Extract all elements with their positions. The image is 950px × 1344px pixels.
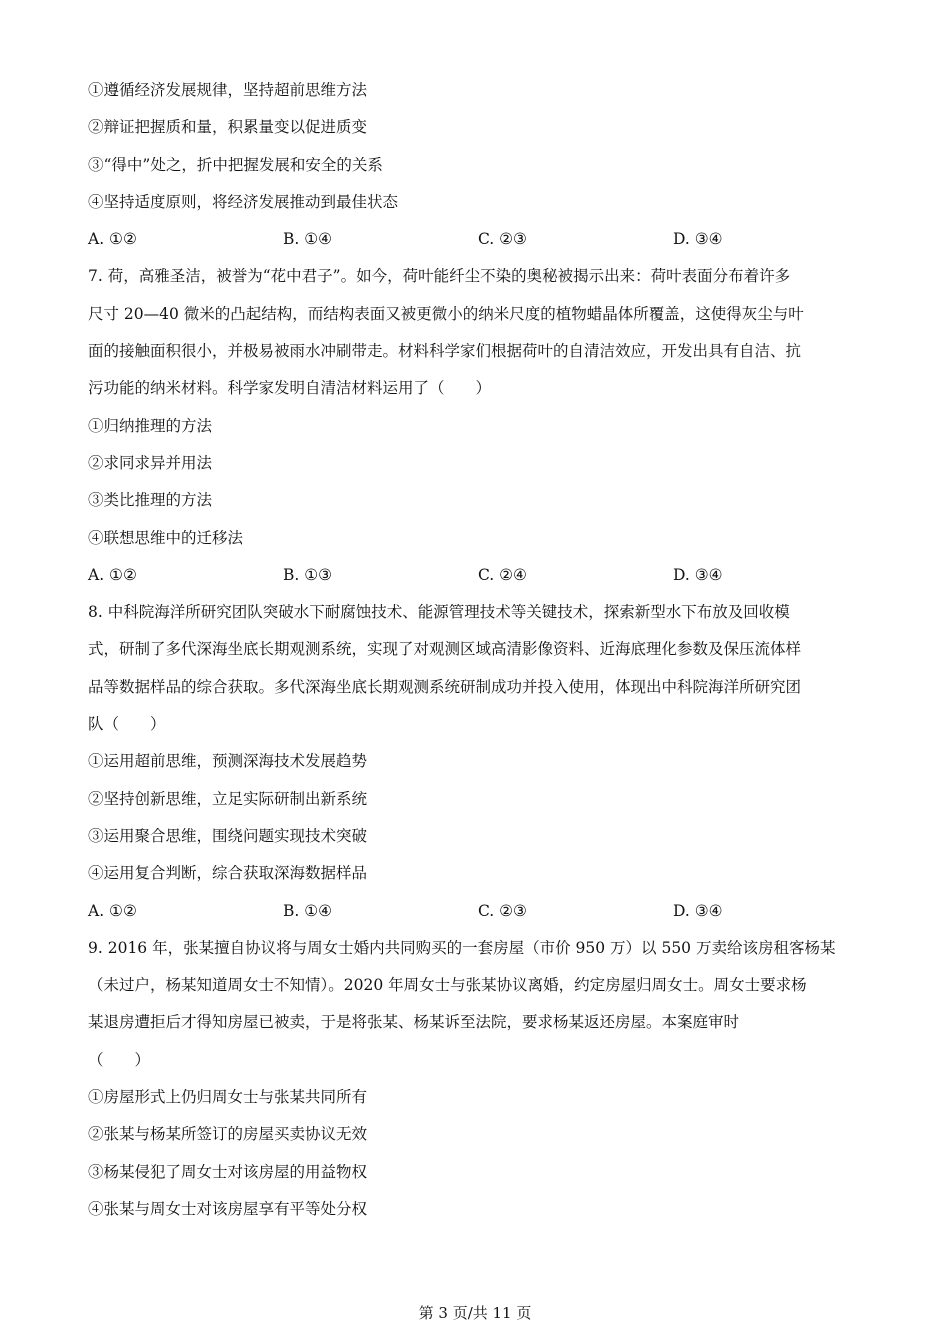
q8-option-d[interactable]: D. ③④ [673,901,723,920]
q7-stem-line: 尺寸 20—40 微米的凸起结构，而结构表面又被更微小的纳米尺度的植物蜡晶体所覆盖，这使得灰尘与叶 [88,304,804,323]
q7-stem-line: 面的接触面积很小，并极易被雨水冲刷带走。材料科学家们根据荷叶的自清洁效应，开发出具有自洁、抗 [88,342,802,361]
q7-item-1: ①归纳推理的方法 [88,416,213,435]
q7-stem-line: 7. 荷，高雅圣洁，被誉为“花中君子”。如今，荷叶能纤尘不染的奥秘被揭示出来：荷叶表面分布着许多 [88,267,791,286]
q8-stem-line: 队（ ） [88,715,166,734]
q8-stem-line: 品等数据样品的综合获取。多代深海坐底长期观测系统研制成功并投入使用，体现出中科院海洋所研究团 [88,677,802,696]
q8-stem-line: 式，研制了多代深海坐底长期观测系统，实现了对观测区域高清影像资料、近海底理化参数及保压流体样 [88,640,802,659]
q6-item-2: ②辩证把握质和量，积累量变以促进质变 [88,118,368,137]
q8-item-1: ①运用超前思维，预测深海技术发展趋势 [88,752,368,771]
q9-stem-line: 9. 2016 年，张某擅自协议将与周女士婚内共同购买的一套房屋（市价 950 万）以 550 万卖给该房租客杨某 [88,938,836,957]
question-8 [88,594,868,930]
q9-item-4: ④张某与周女士对该房屋享有平等处分权 [88,1199,368,1218]
q9-stem-line: 某退房遭拒后才得知房屋已被卖，于是将张某、杨某诉至法院，要求杨某返还房屋。本案庭审时 [88,1013,740,1032]
q9-stem-line: （未过户，杨某知道周女士不知情）。2020 年周女士与张某协议离婚，约定房屋归周女士。周女士要求杨 [88,976,807,995]
q8-item-4: ④运用复合判断，综合获取深海数据样品 [88,864,368,883]
q8-option-a[interactable]: A. ①② [88,901,137,920]
q6-item-4: ④坚持适度原则，将经济发展推动到最佳状态 [88,192,399,211]
q7-stem-line: 污功能的纳米材料。科学家发明自清洁材料运用了（ ） [88,379,492,398]
q8-option-b[interactable]: B. ①④ [283,901,333,920]
q7-options [88,557,868,594]
q6-item-1: ①遵循经济发展规律，坚持超前思维方法 [88,81,368,99]
page-content [88,72,868,1228]
q6-option-c[interactable]: C. ②③ [478,230,527,249]
q7-option-d[interactable]: D. ③④ [673,565,723,584]
q6-option-b[interactable]: B. ①④ [283,230,333,249]
q6-option-a[interactable]: A. ①② [88,230,137,249]
q7-option-a[interactable]: A. ①② [88,565,137,584]
question-9 [88,930,868,1228]
q7-item-2: ②求同求异并用法 [88,453,213,472]
q8-options [88,893,868,930]
question-7 [88,258,868,594]
q7-option-c[interactable]: C. ②④ [478,565,527,584]
q6-option-d[interactable]: D. ③④ [673,230,723,249]
q6-item-3: ③“得中”处之，折中把握发展和安全的关系 [88,155,383,174]
page-footer: 第 3 页/共 11 页 [418,1304,532,1322]
q8-option-c[interactable]: C. ②③ [478,901,527,920]
q9-item-3: ③杨某侵犯了周女士对该房屋的用益物权 [88,1162,368,1181]
q7-option-b[interactable]: B. ①③ [283,565,333,584]
q9-stem-line: （ ） [88,1050,151,1069]
q7-item-4: ④联想思维中的迁移法 [88,528,244,547]
q9-item-2: ②张某与杨某所签订的房屋买卖协议无效 [88,1125,368,1144]
q8-item-2: ②坚持创新思维，立足实际研制出新系统 [88,789,368,808]
question-6 [88,72,868,258]
q8-stem-line: 8. 中科院海洋所研究团队突破水下耐腐蚀技术、能源管理技术等关键技术，探索新型水下布放及回收模 [88,603,790,622]
q9-item-1: ①房屋形式上仍归周女士与张某共同所有 [88,1088,368,1107]
q8-item-3: ③运用聚合思维，围绕问题实现技术突破 [88,826,368,845]
q6-options [88,221,868,258]
q7-item-3: ③类比推理的方法 [88,491,213,510]
